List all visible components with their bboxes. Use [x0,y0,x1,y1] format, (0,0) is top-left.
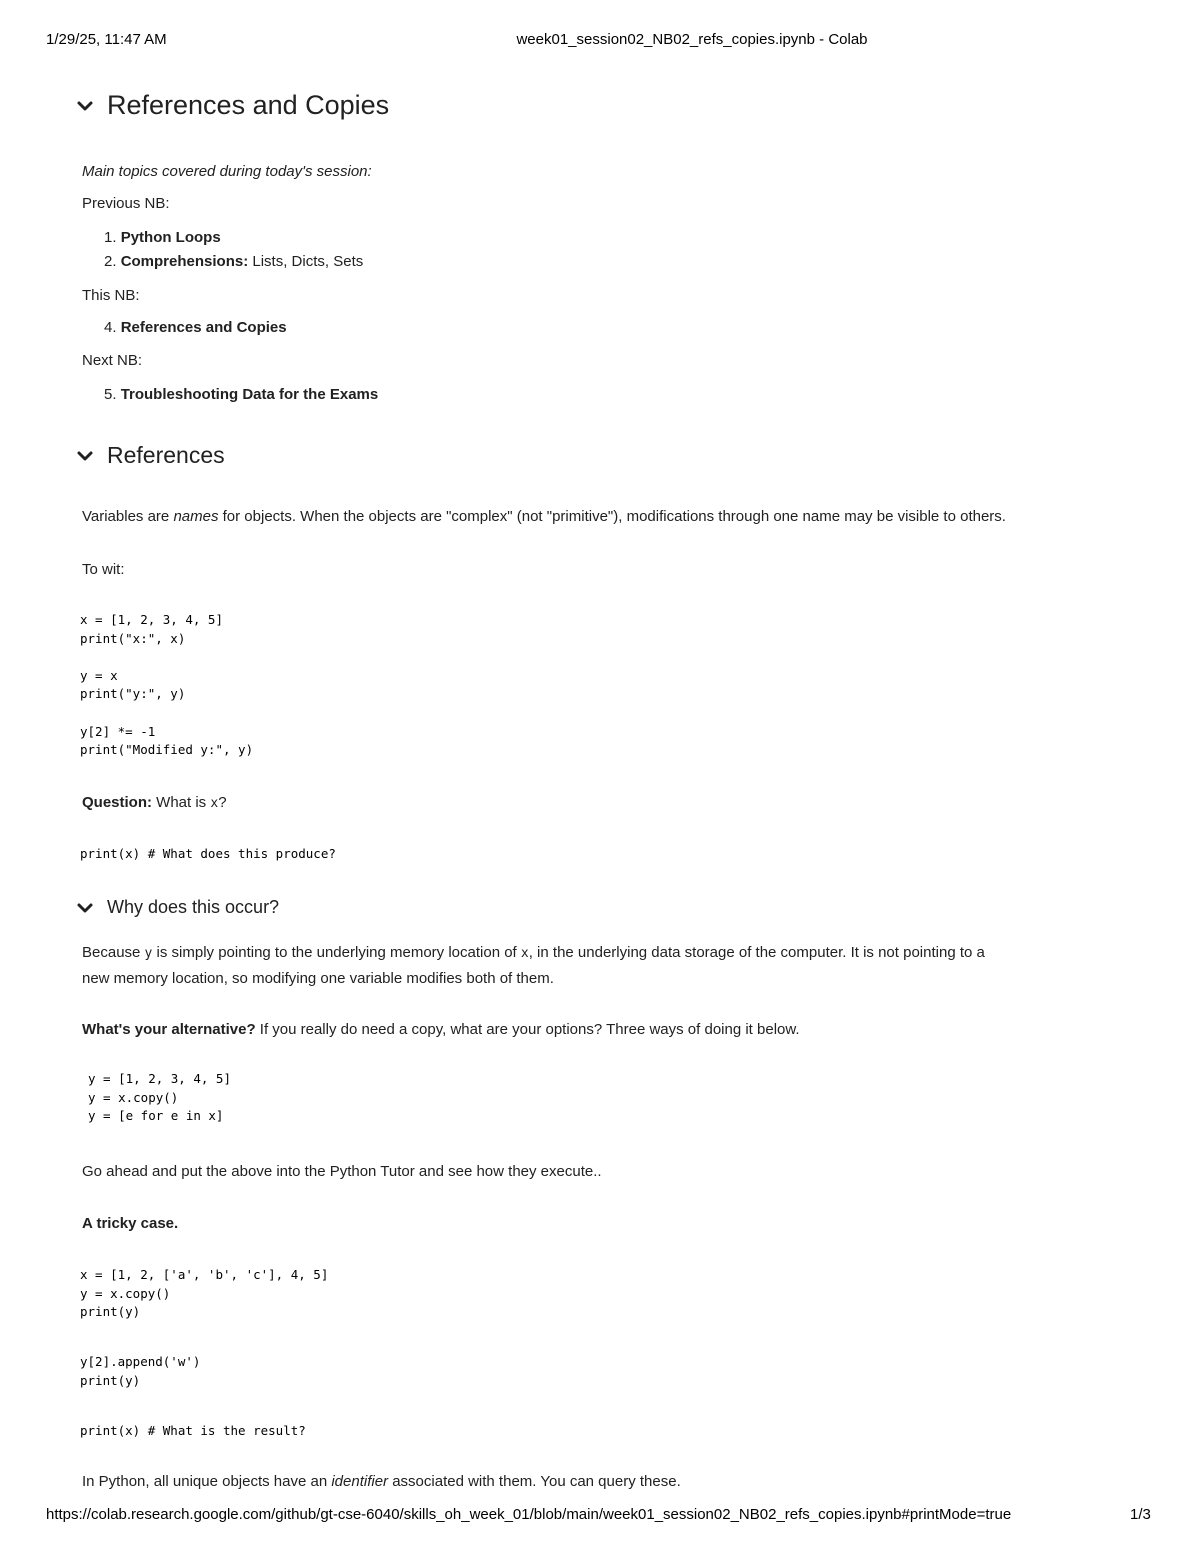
text-span: In Python, all unique objects have an [82,1473,332,1490]
list-item [104,253,363,270]
to-wit: To wit: [82,561,125,578]
next-nb-label: Next NB: [82,352,143,369]
list-item-bold: Troubleshooting Data for the Exams [120,386,379,403]
text-span: associated with them. You can query these. [388,1473,681,1490]
text-span: is simply pointing to the underlying memory location of [152,944,521,961]
text-span: What is [152,794,211,811]
list-number: 5. [104,386,117,403]
list-number: 1. [104,229,117,246]
print-page-number: 1/3 [1130,1506,1151,1523]
text-span: , in the underlying data storage of the computer. It is not pointing to a [528,944,985,961]
references-paragraph [82,504,1006,529]
chevron-down-icon[interactable] [76,447,94,465]
text-span: Because [82,944,145,961]
list-item-bold: Comprehensions: [120,253,249,270]
list-item-bold: Python Loops [120,229,221,246]
identifier-paragraph [82,1469,681,1494]
text-italic: identifier [331,1473,389,1490]
list-item-bold: References and Copies [120,319,287,336]
previous-nb-label: Previous NB: [82,195,170,212]
list-number: 4. [104,319,117,336]
text-span: for objects. When the objects are "complex" (not "primitive"), modifications through one name may be visible to others. [218,508,1006,525]
section-title: References [107,442,225,468]
text-italic: names [173,508,219,525]
section-title: References and Copies [107,90,390,120]
inline-code: x [520,946,529,961]
print-footer-url: https://colab.research.google.com/github/gt-cse-6040/skills_oh_week_01/blob/main/week01_session02_NB02_refs_copies.ipynb#printMode=true [46,1506,1012,1523]
list-item-rest: Lists, Dicts, Sets [248,253,364,270]
chevron-down-icon[interactable] [76,97,94,115]
chevron-down-icon[interactable] [76,899,94,917]
alternative-text [82,1017,800,1042]
inline-code: y [144,946,153,961]
inline-code: x [210,796,219,811]
text-span: new memory location, so modifying one variable modifies both of them. [82,970,554,987]
this-nb-label: This NB: [82,287,140,304]
code-cell-3[interactable]: x = [1, 2, ['a', 'b', 'c'], 4, 5] y = x.copy() print(y) [80,1267,329,1320]
print-datetime: 1/29/25, 11:47 AM [46,31,167,48]
print-title: week01_session02_NB02_refs_copies.ipynb - Colab [516,31,868,48]
text-span: If you really do need a copy, what are your options? Three ways of doing it below. [255,1021,800,1038]
why-paragraph [82,940,985,991]
list-item [104,319,287,336]
code-cell-1[interactable]: x = [1, 2, 3, 4, 5] print("x:", x) y = x print("y:", y) y[2] *= -1 print("Modified y:", y) [80,612,254,758]
tricky-case-label: A tricky case. [82,1215,179,1232]
python-tutor-text: Go ahead and put the above into the Python Tutor and see how they execute.. [82,1163,602,1180]
section-title: Why does this occur? [107,897,280,917]
text-span: Variables are [82,508,174,525]
alternative-label: What's your alternative? [82,1021,256,1038]
list-item [104,386,378,403]
topics-intro: Main topics covered during today's session: [82,163,372,180]
code-cell-2[interactable]: print(x) # What does this produce? [80,846,336,861]
section-heading-references-and-copies[interactable] [76,90,389,121]
section-heading-references[interactable] [76,442,225,469]
list-item [104,229,221,246]
code-cell-4[interactable]: y[2].append('w') print(y) [80,1354,201,1388]
text-span: ? [218,794,227,811]
section-heading-why[interactable] [76,897,279,918]
list-number: 2. [104,253,117,270]
question-label: Question: [82,794,152,811]
code-cell-5[interactable]: print(x) # What is the result? [80,1423,306,1438]
question-text [82,790,227,816]
code-block-copies: y = [1, 2, 3, 4, 5] y = x.copy() y = [e for e in x] [88,1071,231,1124]
